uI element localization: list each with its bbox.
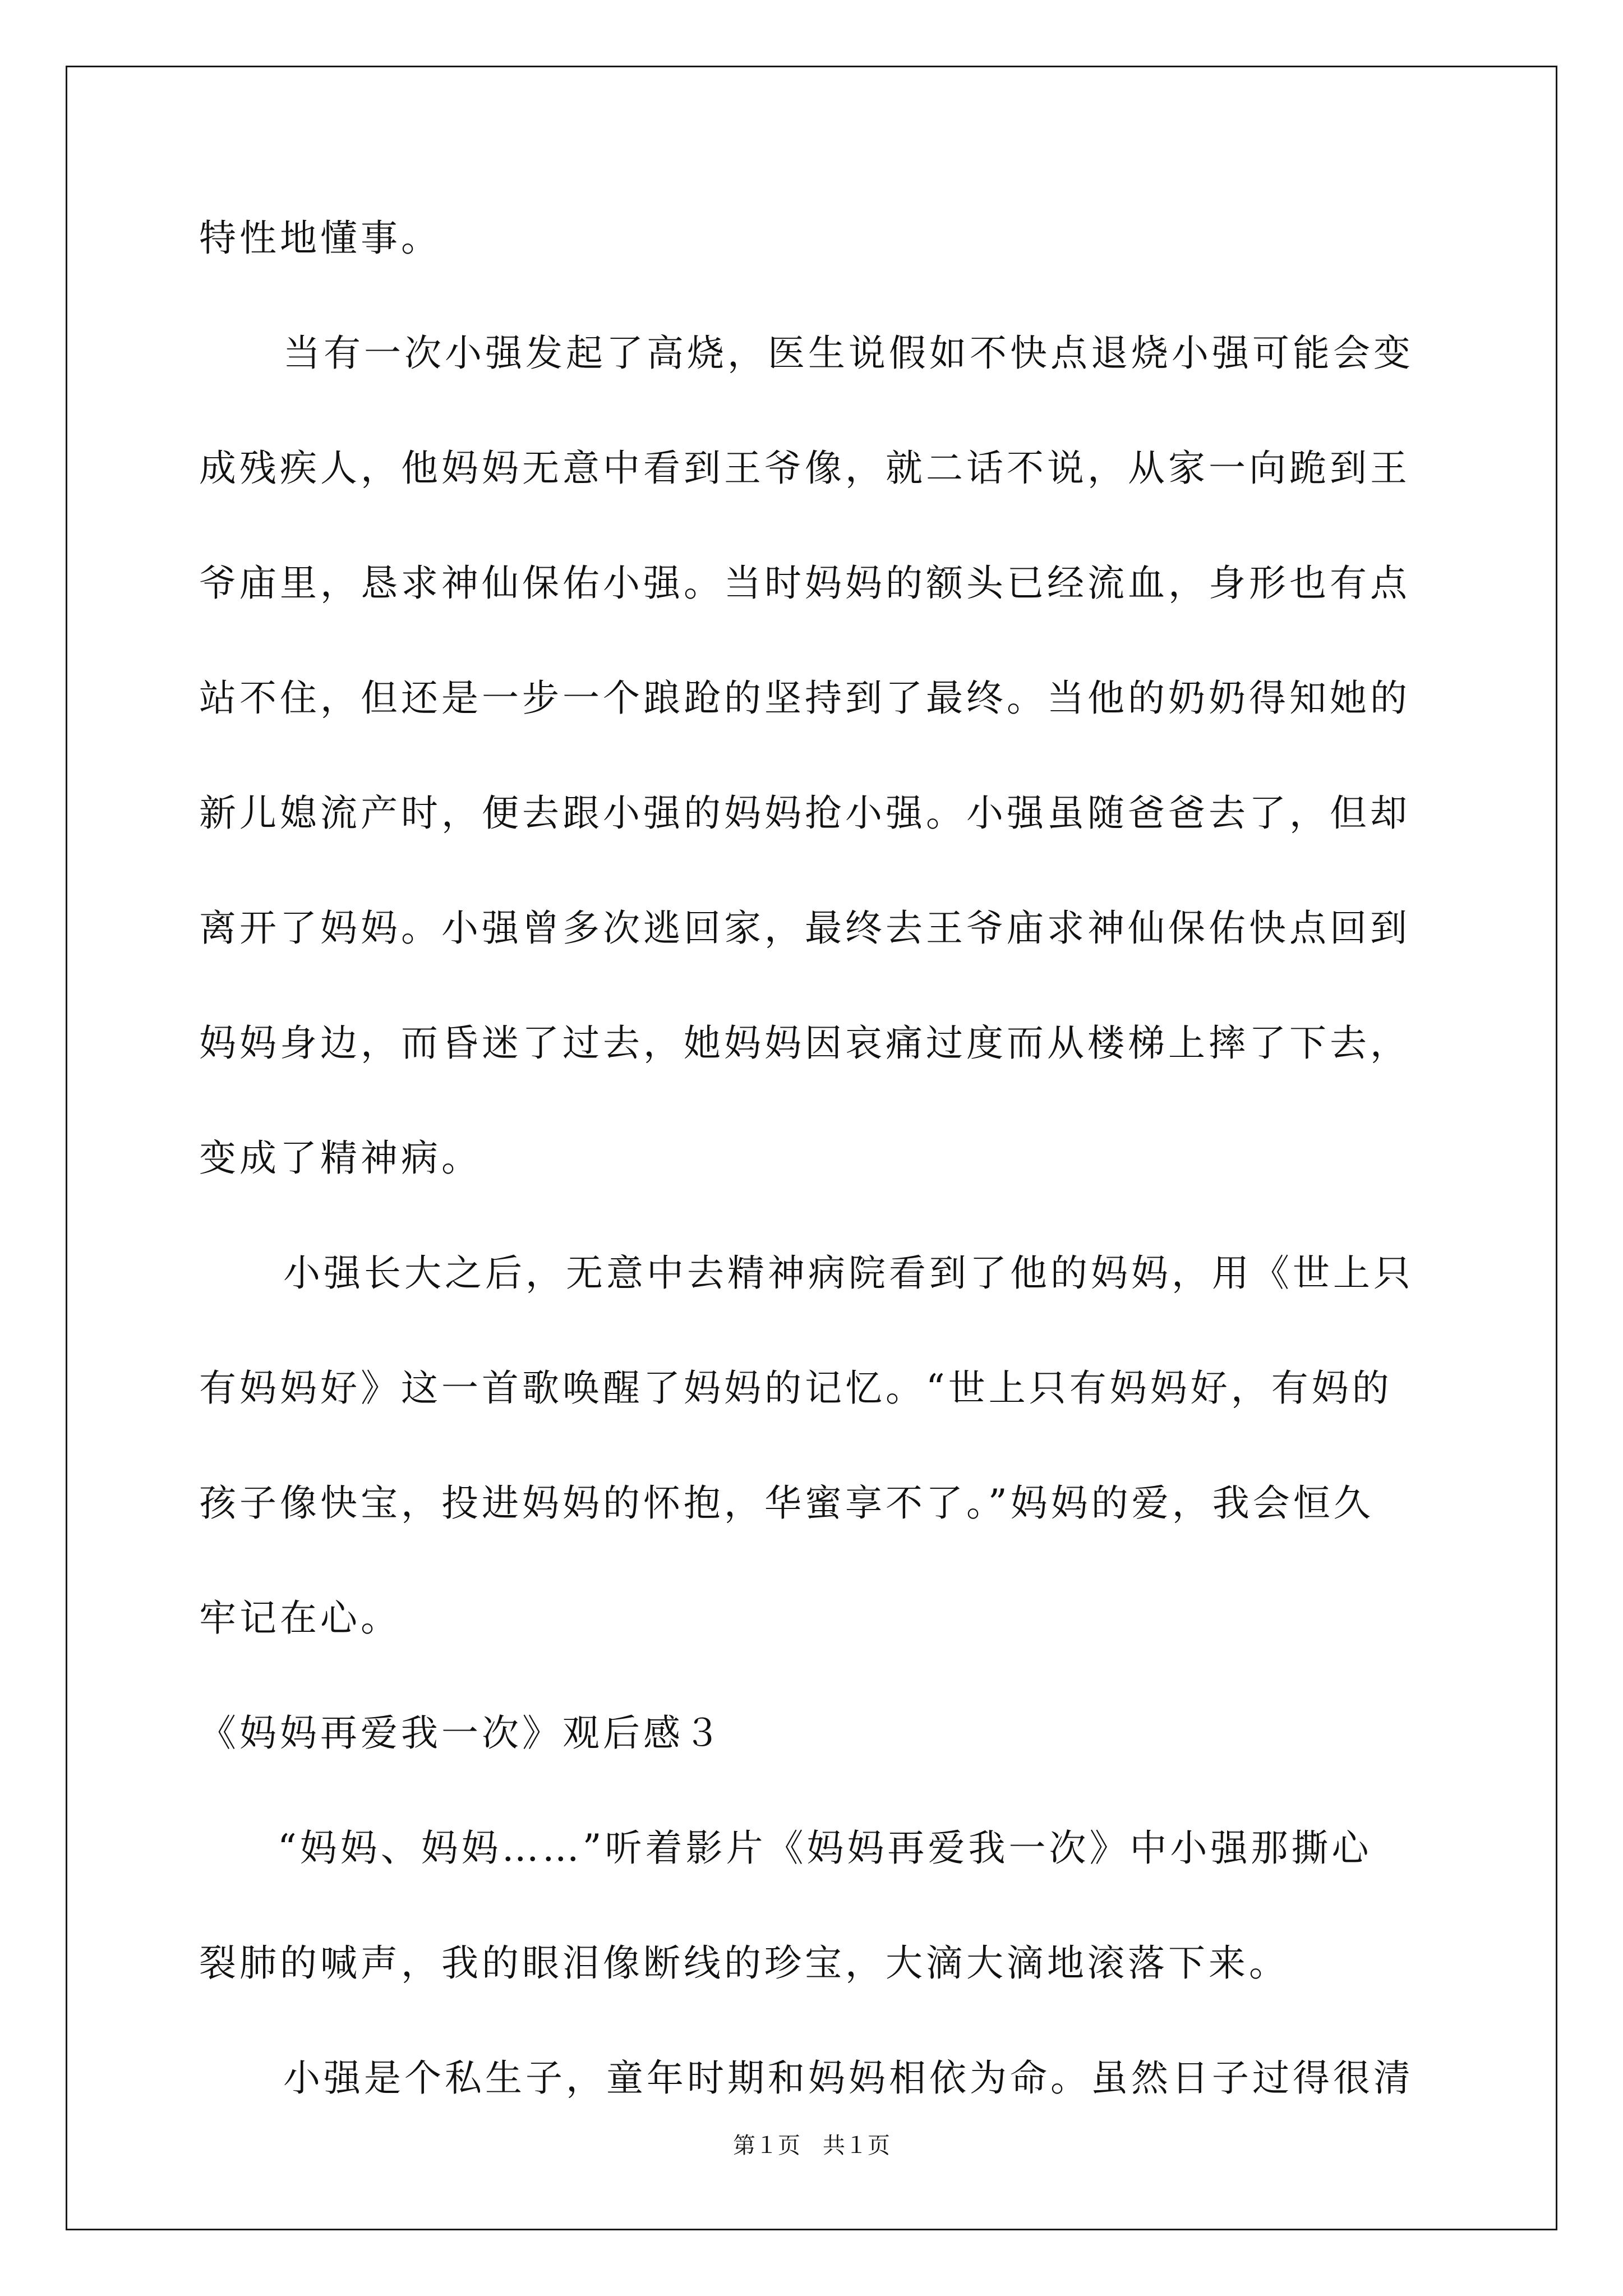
paragraph-start-line: 当有一次小强发起了高烧，医生说假如不快点退烧小强可能会变 [283,332,1414,375]
text-line: 新儿媳流产时，便去跟小强的妈妈抢小强。小强虽随爸爸去了，但却 [199,792,1410,835]
text-line: 孩子像快宝，投进妈妈的怀抱，华蜜享不了。”妈妈的爱，我会恒久 [199,1481,1374,1525]
text-line: 爷庙里，恳求神仙保佑小强。当时妈妈的额头已经流血，身形也有点 [199,562,1410,605]
text-line: 特性地懂事。 [199,217,441,260]
text-line: 牢记在心。 [199,1596,401,1640]
paragraph-start-line: “妈妈、妈妈……”听着影片《妈妈再爱我一次》中小强那撕心 [278,1826,1372,1870]
text-line: 离开了妈妈。小强曾多次逃回家，最终去王爷庙求神仙保佑快点回到 [199,907,1410,950]
text-line: 裂肺的喊声，我的眼泪像断线的珍宝，大滴大滴地滚落下来。 [199,1941,1289,1985]
page-number-footer: 第１页 共１页 [733,2133,890,2159]
text-line: 妈妈身边，而昏迷了过去，她妈妈因哀痛过度而从楼梯上摔了下去， [199,1022,1410,1065]
paragraph-start-line: 小强是个私生子，童年时期和妈妈相依为命。虽然日子过得很清 [283,2056,1414,2100]
text-line: 站不住，但还是一步一个踉跄的坚持到了最终。当他的奶奶得知她的 [199,677,1410,720]
paragraph-start-line: 小强长大之后，无意中去精神病院看到了他的妈妈，用《世上只 [283,1251,1414,1295]
text-line: 变成了精神病。 [199,1137,482,1180]
text-line: 有妈妈好》这一首歌唤醒了妈妈的记忆。“世上只有妈妈好，有妈的 [199,1366,1393,1410]
section-heading: 《妈妈再爱我一次》观后感３ [199,1711,724,1755]
text-line: 成残疾人，他妈妈无意中看到王爷像，就二话不说，从家一向跪到王 [199,447,1410,490]
